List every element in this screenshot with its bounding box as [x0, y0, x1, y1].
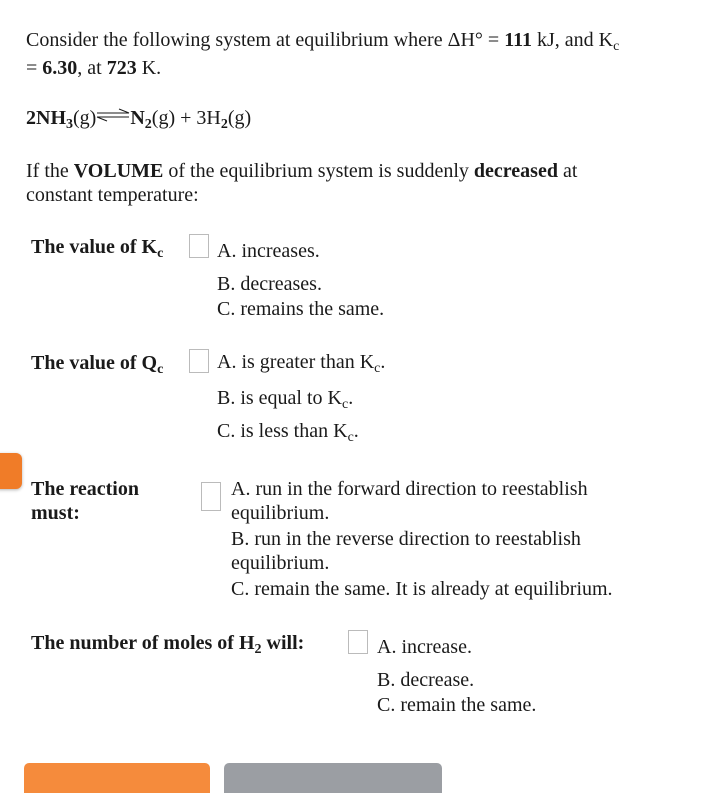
q2-option-c: C. is less than $K_c$.	[217, 420, 359, 445]
q1-option-a: A. increases.	[217, 240, 320, 262]
q4-answer-input[interactable]	[348, 630, 368, 654]
q1-label: The value of $K_c$	[31, 236, 164, 261]
reaction-equation: $2NH_3(g) N_2(g) + 3H_2(g)$	[26, 107, 252, 132]
q3-option-b: B. run in the reverse direction to reestablish	[231, 528, 581, 550]
q1-option-b: B. decreases.	[217, 273, 322, 295]
q1-option-c: C. remains the same.	[217, 298, 385, 320]
condition-line-1: If the VOLUME of the equilibrium system is suddenly decreased at	[26, 160, 578, 182]
q3-option-b-cont: equilibrium.	[231, 552, 330, 574]
q4-option-b: B. decrease.	[377, 669, 475, 691]
equilibrium-arrow-icon	[96, 108, 130, 122]
secondary-button[interactable]	[224, 763, 442, 793]
q3-option-c: C. remain the same. It is already at equilibrium.	[231, 578, 613, 600]
problem-line-2: = 6.30, at 723 K.	[26, 57, 162, 79]
q3-option-a-cont: equilibrium.	[231, 502, 330, 524]
submit-button[interactable]	[24, 763, 210, 793]
q4-option-a: A. increase.	[377, 636, 472, 658]
q3-label-line-1: The reaction	[31, 478, 139, 500]
q2-answer-input[interactable]	[189, 349, 209, 373]
q1-answer-input[interactable]	[189, 234, 209, 258]
q3-label-line-2: must:	[31, 502, 80, 524]
q3-option-a: A. run in the forward direction to reestablish	[231, 478, 588, 500]
q4-label: The number of moles of $H_2$ will:	[31, 632, 305, 657]
q4-option-c: C. remain the same.	[377, 694, 537, 716]
q2-option-a: A. is greater than $K_c$.	[217, 351, 386, 376]
side-tab-handle[interactable]	[0, 453, 22, 489]
q2-option-b: B. is equal to $K_c$.	[217, 387, 354, 412]
condition-line-2: constant temperature:	[26, 184, 199, 206]
problem-line-1: Consider the following system at equilibrium where ΔH° = 111 kJ, and $K_c$	[26, 29, 620, 54]
q3-answer-input[interactable]	[201, 482, 221, 511]
q2-label: The value of $Q_c$	[31, 352, 164, 377]
